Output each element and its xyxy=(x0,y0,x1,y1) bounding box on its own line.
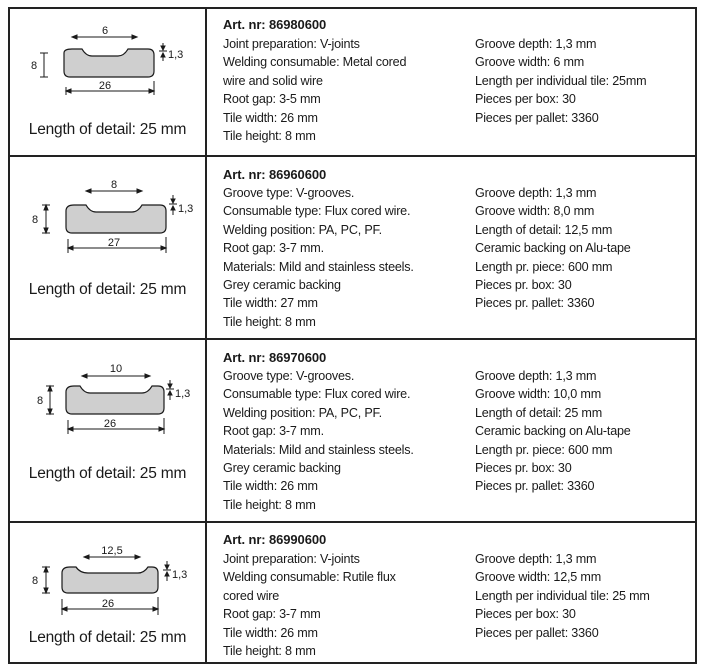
spec-line: Groove depth: 1,3 mm xyxy=(475,186,597,200)
spec-line: Length per individual tile: 25mm xyxy=(475,73,647,88)
tile-height-label: 8 xyxy=(32,575,39,587)
tile-diagram xyxy=(10,9,205,155)
groove-depth-label: 1,3 xyxy=(178,203,194,215)
product-row xyxy=(10,340,695,521)
groove-depth-label: 1,3 xyxy=(172,569,188,581)
spec-line: Groove width: 12,5 mm xyxy=(475,570,601,585)
spec-line: Groove type: V-grooves. xyxy=(223,186,355,200)
groove-width-label: 12,5 xyxy=(101,545,123,557)
spec-line: Root gap: 3-5 mm xyxy=(223,92,321,107)
spec-line: Tile height: 8 mm xyxy=(223,644,316,659)
spec-line: Joint preparation: V-joints xyxy=(223,37,360,51)
spec-line: Welding consumable: Rutile flux xyxy=(223,570,396,585)
spec-line: Materials: Mild and stainless steels. xyxy=(223,259,414,274)
spec-line: Tile width: 26 mm xyxy=(223,479,318,494)
tile-height-label: 8 xyxy=(37,395,44,407)
article-number: Art. nr: 86970600 xyxy=(223,350,327,365)
tile-profile xyxy=(66,205,166,233)
spec-line: Pieces pr. pallet: 3360 xyxy=(475,296,595,311)
length-of-detail: Length of detail: 25 mm xyxy=(28,121,187,138)
product-info xyxy=(223,523,687,662)
spec-line: Grey ceramic backing xyxy=(223,278,341,293)
spec-line: Groove width: 6 mm xyxy=(475,55,585,70)
tile-height-label: 8 xyxy=(31,60,38,72)
spec-line: Grey ceramic backing xyxy=(223,461,341,476)
spec-line: Tile width: 26 mm xyxy=(223,625,318,640)
spec-line: Tile width: 27 mm xyxy=(223,296,318,311)
product-row xyxy=(10,9,695,155)
spec-line: Ceramic backing on Alu-tape xyxy=(475,424,631,439)
groove-width-label: 8 xyxy=(110,179,118,191)
spec-line: Root gap: 3-7 mm. xyxy=(223,241,324,256)
spec-line: Ceramic backing on Alu-tape xyxy=(475,241,631,256)
product-row xyxy=(10,157,695,338)
spec-line: Pieces pr. pallet: 3360 xyxy=(475,479,595,494)
tile-profile xyxy=(62,567,158,593)
spec-column-left xyxy=(223,35,406,145)
spec-column-right xyxy=(475,35,646,127)
product-row xyxy=(10,523,695,662)
spec-line: Length per individual tile: 25 mm xyxy=(475,588,650,603)
spec-line: Length of detail: 25 mm xyxy=(475,405,603,420)
spec-line: Pieces per pallet: 3360 xyxy=(475,625,599,640)
spec-line: Groove depth: 1,3 mm xyxy=(475,369,597,383)
tile-profile-drawing xyxy=(10,340,205,521)
spec-line: Pieces per box: 30 xyxy=(475,92,576,107)
groove-depth-label: 1,3 xyxy=(175,388,191,400)
product-table xyxy=(8,7,697,664)
spec-line: Welding consumable: Metal cored xyxy=(223,55,407,70)
article-number: Art. nr: 86960600 xyxy=(223,167,327,182)
spec-line: Groove width: 10,0 mm xyxy=(475,387,601,402)
spec-line: Pieces per box: 30 xyxy=(475,607,576,622)
spec-line: Groove depth: 1,3 mm xyxy=(475,552,597,566)
spec-line: Welding position: PA, PC, PF. xyxy=(223,222,382,237)
length-of-detail: Length of detail: 25 mm xyxy=(28,465,187,482)
tile-diagram xyxy=(10,523,205,662)
groove-width-label: 10 xyxy=(109,363,123,375)
spec-column-left xyxy=(223,367,414,514)
spec-column-right xyxy=(475,184,631,313)
arrowhead xyxy=(72,35,77,39)
spec-line: Materials: Mild and stainless steels. xyxy=(223,442,414,457)
article-number: Art. nr: 86990600 xyxy=(223,532,327,547)
column-divider xyxy=(205,9,207,662)
tile-height-label: 8 xyxy=(32,214,39,226)
spec-line: Tile width: 26 mm xyxy=(223,110,318,125)
spec-line: Pieces per pallet: 3360 xyxy=(475,110,599,125)
tile-profile xyxy=(64,49,154,77)
groove-depth-label: 1,3 xyxy=(168,49,184,61)
spec-line: Tile height: 8 mm xyxy=(223,129,316,144)
spec-line: Length of detail: 12,5 mm xyxy=(475,222,613,237)
tile-width-label: 26 xyxy=(101,598,115,610)
length-of-detail: Length of detail: 25 mm xyxy=(28,629,187,646)
tile-width-label: 27 xyxy=(107,237,121,249)
spec-line: Root gap: 3-7 mm xyxy=(223,607,321,622)
spec-line: Tile height: 8 mm xyxy=(223,314,316,329)
groove-width-label: 6 xyxy=(101,25,109,37)
spec-line: Joint preparation: V-joints xyxy=(223,552,360,566)
spec-column-left xyxy=(223,184,414,331)
tile-width-label: 26 xyxy=(98,80,112,92)
spec-line: Pieces pr. box: 30 xyxy=(475,461,572,476)
tile-profile-drawing xyxy=(10,157,205,338)
spec-line: wire and solid wire xyxy=(223,73,323,88)
product-info xyxy=(223,157,687,338)
spec-line: Length pr. piece: 600 mm xyxy=(475,442,613,457)
spec-line: Groove width: 8,0 mm xyxy=(475,204,595,219)
spec-line: Consumable type: Flux cored wire. xyxy=(223,387,411,402)
product-info xyxy=(223,340,687,521)
tile-diagram xyxy=(10,157,205,338)
spec-line: Root gap: 3-7 mm. xyxy=(223,424,324,439)
article-number: Art. nr: 86980600 xyxy=(223,17,327,32)
tile-profile xyxy=(66,386,164,414)
arrowhead xyxy=(132,35,137,39)
spec-line: cored wire xyxy=(223,588,280,603)
length-of-detail: Length of detail: 25 mm xyxy=(28,281,187,298)
spec-line: Welding position: PA, PC, PF. xyxy=(223,405,382,420)
spec-column-right xyxy=(475,550,650,642)
spec-line: Groove depth: 1,3 mm xyxy=(475,37,597,51)
spec-line: Pieces pr. box: 30 xyxy=(475,278,572,293)
spec-column-right xyxy=(475,367,631,496)
spec-line: Tile height: 8 mm xyxy=(223,497,316,512)
tile-width-label: 26 xyxy=(103,418,117,430)
spec-line: Consumable type: Flux cored wire. xyxy=(223,204,411,219)
spec-line: Length pr. piece: 600 mm xyxy=(475,259,613,274)
spec-line: Groove type: V-grooves. xyxy=(223,369,355,383)
spec-column-left xyxy=(223,550,396,660)
product-info xyxy=(223,9,687,155)
tile-diagram xyxy=(10,340,205,521)
